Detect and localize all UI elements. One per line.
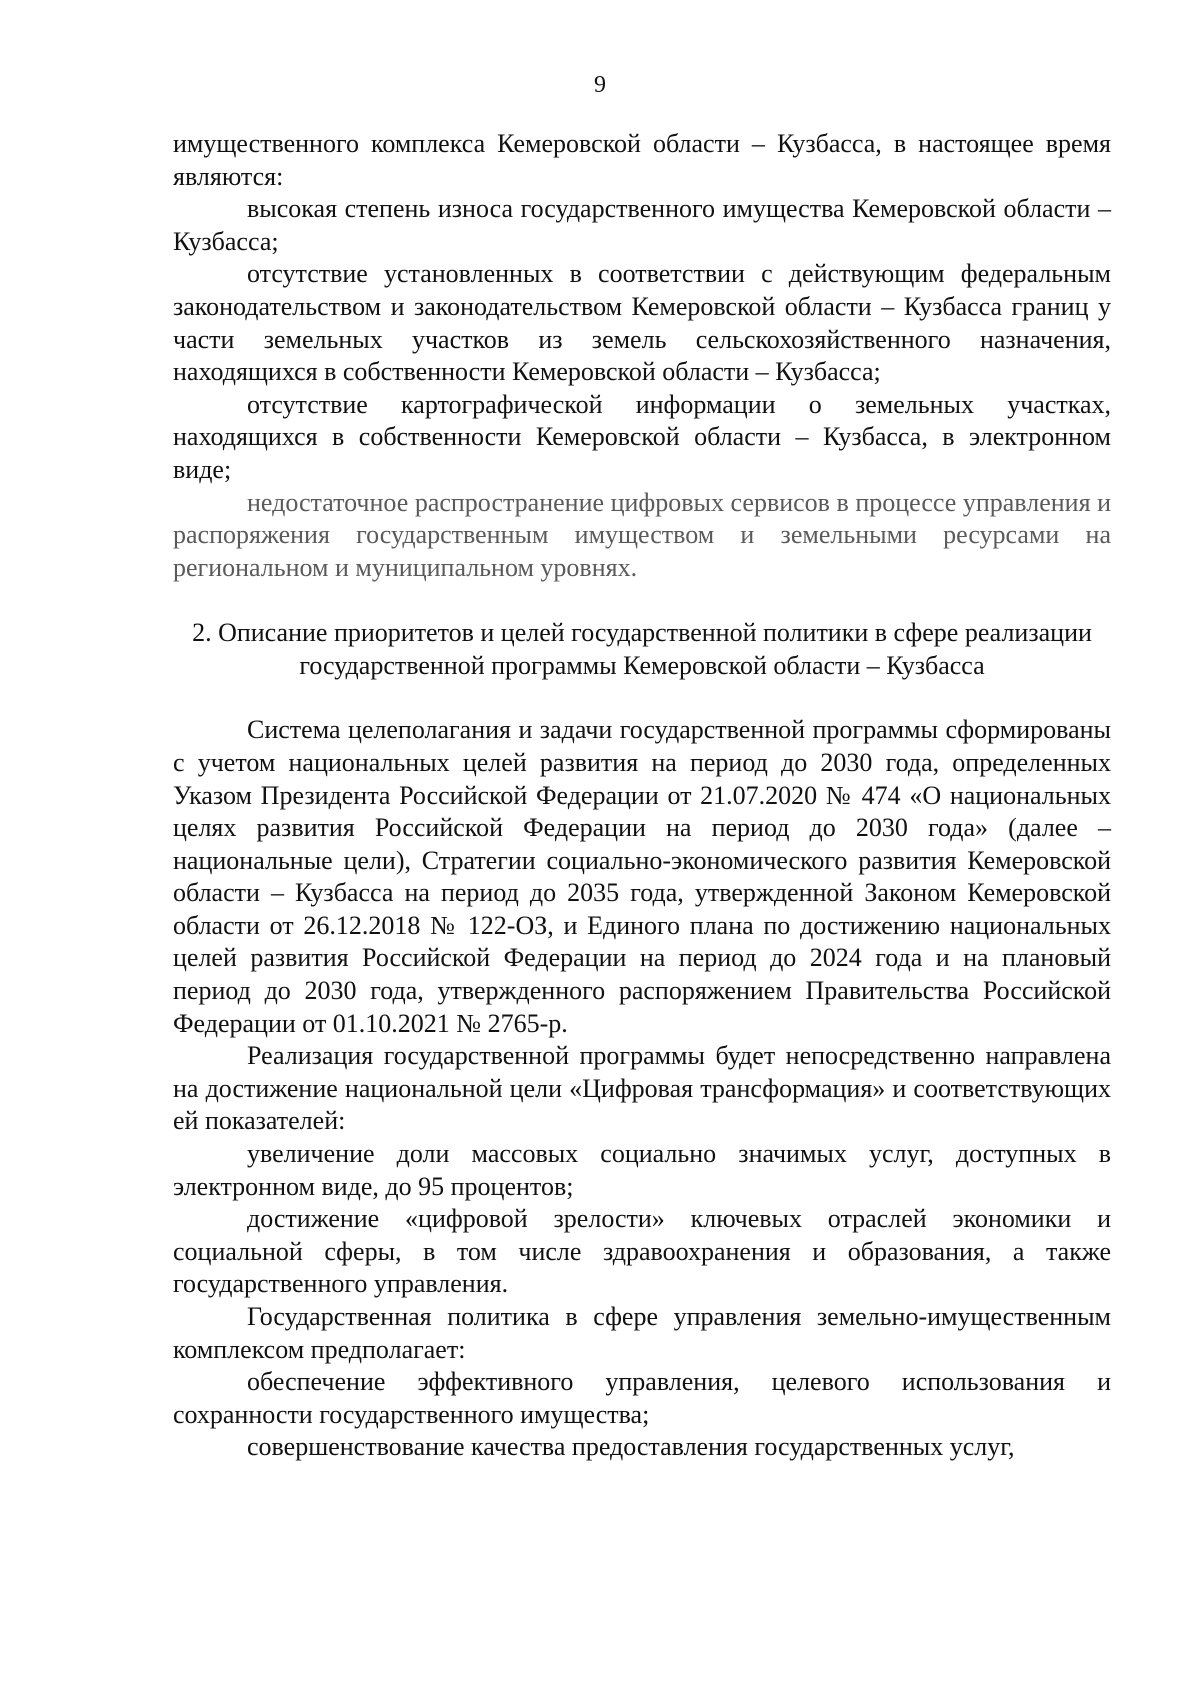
- page-number: 9: [594, 72, 606, 98]
- section-heading: 2. Описание приоритетов и целей государственной политики в сфере реализации государственной программы Кемеровской области – Кузбасса: [192, 618, 1092, 681]
- paragraph: достижение «цифровой зрелости» ключевых отраслей экономики и социальной сферы, в том числе здравоохранения и образования, а также государственного управления.: [173, 1204, 1111, 1299]
- paragraph: отсутствие картографической информации о земельных участках, находящихся в собственности Кемеровской области – Кузбасса, в электронном виде;: [173, 389, 1111, 484]
- document-body: [173, 128, 1111, 1464]
- paragraph: высокая степень износа государственного имущества Кемеровской области – Кузбасса;: [173, 194, 1111, 256]
- paragraph: Система целеполагания и задачи государственной программы сформированы с учетом национальных целей развития на период до 2030 года, определенных Указом Президента Российской Федерации от 21.07.2020 № 474 «О национальных целях развития Российской Федерации на период до 2030 года» (далее – национальные цели), Стратегии социально-экономического развития Кемеровской области – Кузбасса на период до 2035 года, утвержденной Законом Кемеровской области от 26.12.2018 № 122-ОЗ, и Единого плана по достижению национальных целей развития Российской Федерации на период до 2024 года и на плановый период до 2030 года, утвержденного распоряжением Правительства Российской Федерации от 01.10.2021 № 2765-р.: [173, 715, 1111, 1038]
- paragraph: отсутствие установленных в соответствии с действующим федеральным законодательством и законодательством Кемеровской области – Кузбасса границ у части земельных участков из земель сельскохозяйственного назначения, находящихся в собственности Кемеровской области – Кузбасса;: [173, 259, 1111, 387]
- paragraph: недостаточное распространение цифровых сервисов в процессе управления и распоряжения государственным имуществом и земельными ресурсами на региональном и муниципальном уровнях.: [173, 487, 1111, 582]
- paragraph: Реализация государственной программы будет непосредственно направлена на достижение национальной цели «Цифровая трансформация» и соответствующих ей показателей:: [173, 1041, 1111, 1136]
- paragraph: обеспечение эффективного управления, целевого использования и сохранности государственного имущества;: [173, 1367, 1111, 1429]
- paragraph: увеличение доли массовых социально значимых услуг, доступных в электронном виде, до 95 процентов;: [173, 1139, 1111, 1201]
- paragraph: совершенствование качества предоставления государственных услуг,: [247, 1432, 1015, 1462]
- paragraph: Государственная политика в сфере управления земельно-имущественным комплексом предполагает:: [173, 1302, 1111, 1364]
- paragraph-continuation: имущественного комплекса Кемеровской области – Кузбасса, в настоящее время являются:: [173, 129, 1111, 191]
